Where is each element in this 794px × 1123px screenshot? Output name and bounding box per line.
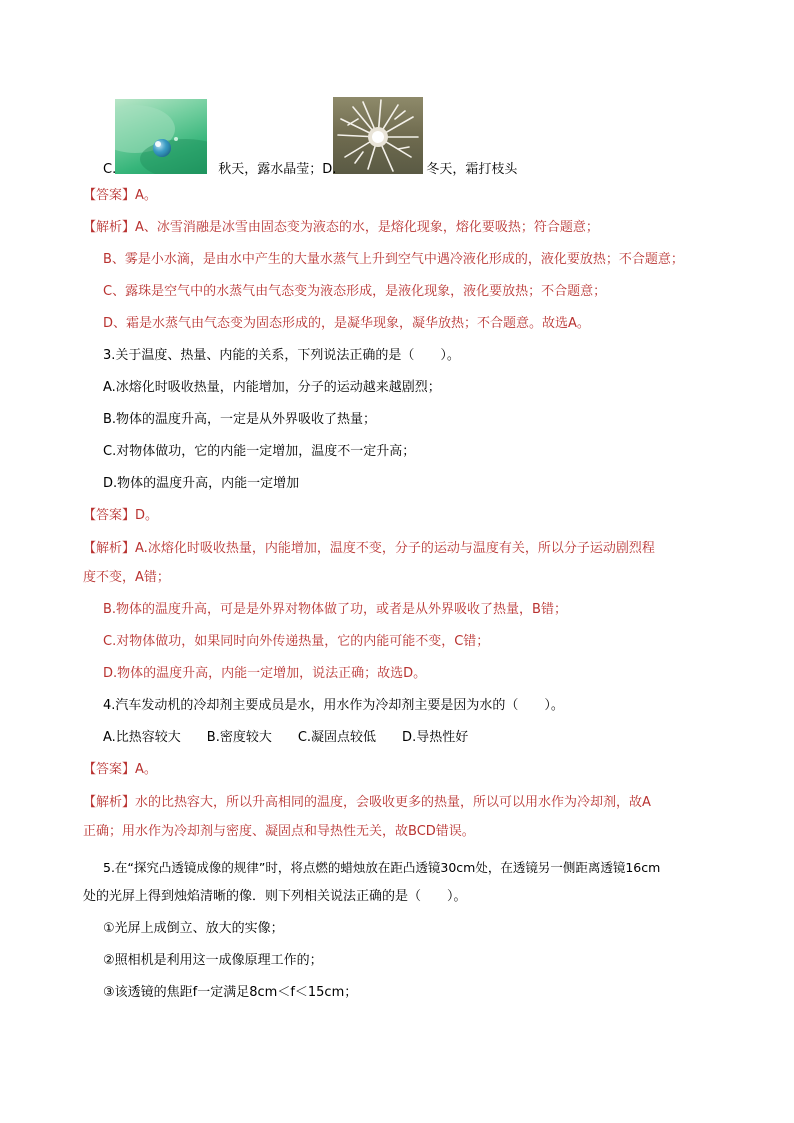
q3-analysis-line-3: C.对物体做功，如果同时向外传递热量，它的内能可能不变，C错；: [103, 634, 490, 649]
analysis-text: A、冰雪消融是冰雪由固态变为液态的水，是熔化现象，熔化要吸热；符合题意；: [135, 220, 599, 235]
q2-analysis-line-1: [83, 218, 599, 238]
analysis-tag: 【解析】: [83, 795, 136, 810]
answer-value: D。: [135, 508, 159, 523]
analysis-tag: 【解析】: [83, 541, 136, 556]
answer-value: A。: [135, 188, 157, 203]
answer-tag: 【答案】: [83, 762, 136, 777]
q3-option-d: D.物体的温度升高，内能一定增加: [103, 476, 300, 491]
q5-item-1: ①光屏上成倒立、放大的实像；: [103, 921, 284, 936]
option-d-text: 冬天，霜打枝头: [426, 162, 518, 177]
q3-stem: 3.关于温度、热量、内能的关系，下列说法正确的是（ ）。: [103, 348, 460, 363]
q2-analysis-line-4: D、霜是水蒸气由气态变为固态形成的，是凝华现象，凝华放热；不合题意。故选A。: [103, 316, 590, 331]
q4-analysis-line-1-cont: 正确；用水作为冷却剂与密度、凝固点和导热性无关，故BCD错误。: [83, 824, 475, 839]
q2-analysis-line-2: B、雾是小水滴，是由水中产生的大量水蒸气上升到空气中遇冷液化形成的，液化要放热；不合题意；: [103, 252, 684, 267]
q4-options: A.比热容较大 B.密度较大 C.凝固点较低 D.导热性好: [103, 730, 469, 745]
analysis-tag: 【解析】: [83, 220, 136, 235]
analysis-text: 水的比热容大，所以升高相同的温度，会吸收更多的热量，所以可以用水作为冷却剂，故A: [135, 795, 651, 810]
q2-answer-line: [83, 186, 157, 206]
answer-tag: 【答案】: [83, 508, 136, 523]
q2-analysis-line-3: C、露珠是空气中的水蒸气由气态变为液态形成，是液化现象，液化要放热；不合题意；: [103, 284, 607, 299]
q5-item-3: ③该透镜的焦距f一定满足8cm＜f＜15cm；: [103, 985, 358, 1000]
q3-answer-line: [83, 506, 158, 526]
q3-analysis-line-2: B.物体的温度升高，可是是外界对物体做了功，或者是从外界吸收了热量，B错；: [103, 602, 567, 617]
q5-item-2: ②照相机是利用这一成像原理工作的；: [103, 953, 323, 968]
q5-stem-cont: 处的光屏上得到烛焰清晰的像．则下列相关说法正确的是（ ）。: [83, 889, 467, 904]
q3-option-a: A.冰熔化时吸收热量，内能增加，分子的运动越来越剧烈；: [103, 380, 441, 395]
analysis-text: A.冰熔化时吸收热量，内能增加，温度不变，分子的运动与温度有关，所以分子运动剧烈程: [135, 541, 655, 556]
q4-analysis-line-1: [83, 793, 651, 813]
q4-answer-line: [83, 760, 157, 780]
q2-options-cd-line: [103, 160, 517, 180]
option-c-text: 秋天，露水晶莹；D.: [218, 162, 337, 177]
q3-option-b: B.物体的温度升高，一定是从外界吸收了热量；: [103, 412, 377, 427]
option-c-label: C.: [103, 162, 117, 177]
q3-analysis-line-1-cont: 度不变，A错；: [83, 570, 170, 585]
q3-analysis-line-4: D.物体的温度升高，内能一定增加，说法正确；故选D。: [103, 666, 427, 681]
q3-option-c: C.对物体做功，它的内能一定增加，温度不一定升高；: [103, 444, 416, 459]
answer-value: A。: [135, 762, 157, 777]
q5-stem: 5.在“探究凸透镜成像的规律”时，将点燃的蜡烛放在距凸透镜30cm处，在透镜另一侧距离透镜16cm: [103, 860, 661, 875]
q3-analysis-line-1: [83, 539, 655, 559]
q4-stem: 4.汽车发动机的冷却剂主要成员是水，用水作为冷却剂主要是因为水的（ ）。: [103, 698, 564, 713]
answer-tag: 【答案】: [83, 188, 136, 203]
